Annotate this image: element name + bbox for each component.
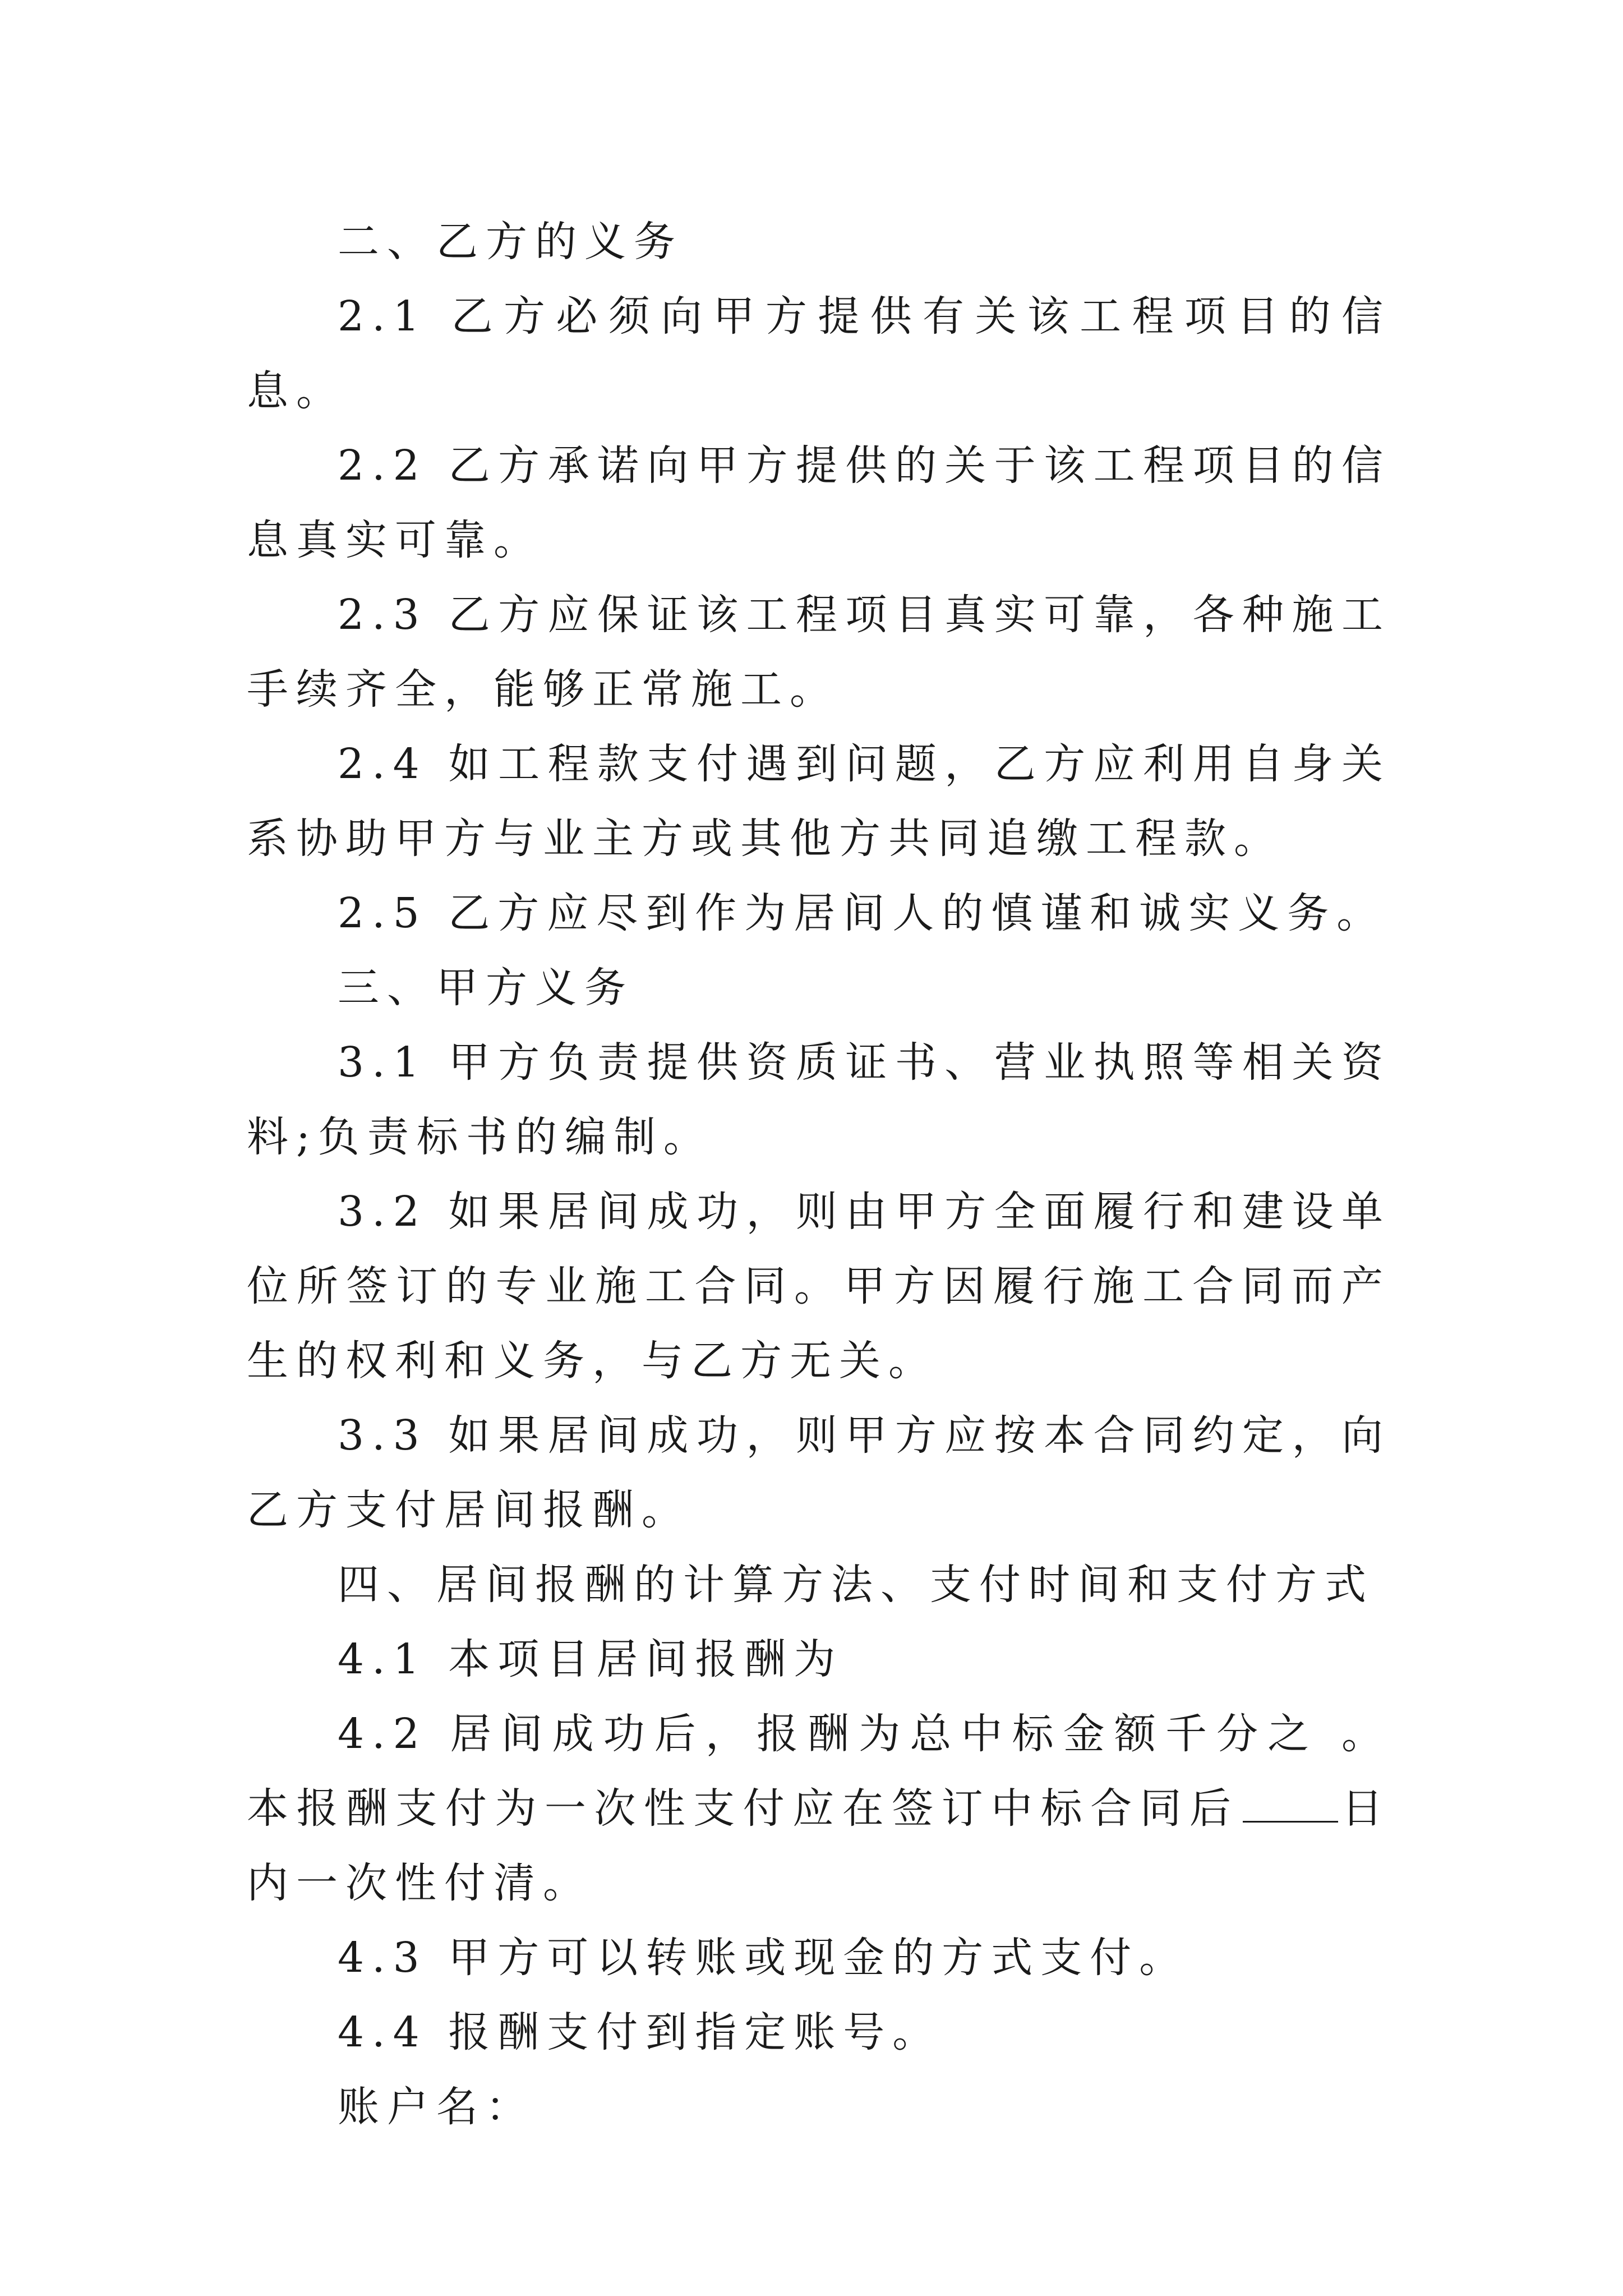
clause-4-2-text-end: 日内一次性付清。 bbox=[247, 1784, 1391, 1907]
clause-4-4: 4.4 报酬支付到指定账号。 bbox=[338, 2008, 942, 2056]
section-heading-remuneration: 四、居间报酬的计算方法、支付时间和支付方式 bbox=[338, 1561, 1374, 1609]
section-heading-obligations-party-a: 三、甲方义务 bbox=[338, 964, 634, 1012]
clause-3-2: 3.2 如果居间成功，则由甲方全面履行和建设单位所签订的专业施工合同。甲方因履行施工合同而产生的权利和义务，与乙方无关。 bbox=[247, 1188, 1391, 1385]
document-body bbox=[247, 205, 1391, 2145]
clause-3-3: 3.3 如果居间成功，则甲方应按本合同约定，向乙方支付居间报酬。 bbox=[247, 1411, 1391, 1534]
clause-2-2: 2.2 乙方承诺向甲方提供的关于该工程项目的信息真实可靠。 bbox=[247, 441, 1391, 564]
clause-3-1: 3.1 甲方负责提供资质证书、营业执照等相关资料;负责标书的编制。 bbox=[247, 1038, 1391, 1161]
section-heading-obligations-party-b: 二、乙方的义务 bbox=[338, 218, 683, 266]
clause-4-2-text-start: 4.2 居间成功后，报酬为总中标金额千分之 。本报酬支付为一次性支付应在签订中标合同后 bbox=[247, 1710, 1391, 1833]
clause-4-2 bbox=[247, 1697, 1391, 1921]
clause-4-3: 4.3 甲方可以转账或现金的方式支付。 bbox=[338, 1934, 1189, 1982]
clause-4-1: 4.1 本项目居间报酬为 bbox=[338, 1635, 843, 1683]
clause-2-3: 2.3 乙方应保证该工程项目真实可靠，各种施工手续齐全，能够正常施工。 bbox=[247, 591, 1391, 714]
clause-2-5: 2.5 乙方应尽到作为居间人的慎谨和诚实义务。 bbox=[338, 889, 1386, 937]
days-blank-line bbox=[1243, 1787, 1338, 1823]
clause-2-4: 2.4 如工程款支付遇到问题，乙方应利用自身关系协助甲方与业主方或其他方共同追缴工程款。 bbox=[247, 740, 1391, 863]
account-name-label: 账户名： bbox=[338, 2083, 535, 2131]
clause-2-1: 2.1 乙方必须向甲方提供有关该工程项目的信息。 bbox=[247, 292, 1391, 415]
